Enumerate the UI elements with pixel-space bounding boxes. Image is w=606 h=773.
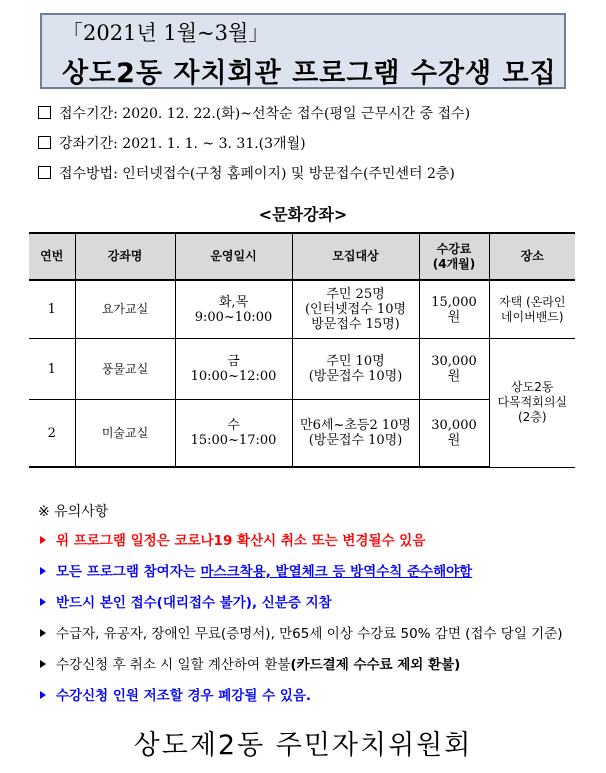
list-item xyxy=(38,654,598,685)
table-row xyxy=(29,280,575,339)
info-reception-period xyxy=(38,103,470,123)
cell-target: 만6세~초등2 10명 (방문접수 10명) xyxy=(292,400,419,468)
cell-schedule: 금 10:00~12:00 xyxy=(175,339,292,400)
cell-no: 1 xyxy=(29,280,75,339)
table-header-row xyxy=(29,233,575,280)
cell-venue-room: 상도2동 다목적회의실 (2층) xyxy=(489,339,575,468)
cell-target: 주민 10명 (방문접수 10명) xyxy=(292,339,419,400)
cell-fee: 30,000 원 xyxy=(419,339,489,400)
title-box xyxy=(40,13,566,89)
table-row xyxy=(29,339,575,400)
cell-name: 미술교실 xyxy=(75,400,175,468)
info-label: 강좌기간: xyxy=(59,136,118,152)
header-fee: 수강료 (4개월) xyxy=(419,233,489,280)
notice-mask-prefix: 모든 프로그램 참여자는 xyxy=(56,564,201,580)
info-course-period xyxy=(38,133,306,153)
list-item xyxy=(38,592,598,623)
header-target: 모집대상 xyxy=(292,233,419,280)
list-item xyxy=(38,623,598,654)
arrow-bullet-icon xyxy=(40,567,46,575)
header-schedule: 운영일시 xyxy=(175,233,292,280)
checkbox-square-icon xyxy=(38,106,51,119)
header-name: 강좌명 xyxy=(75,233,175,280)
info-reception-method xyxy=(38,163,455,183)
info-label: 접수방법: xyxy=(59,166,118,182)
arrow-bullet-icon xyxy=(40,536,46,544)
notice-cancel: 수강신청 인원 저조할 경우 폐강될 수 있음. xyxy=(56,688,312,704)
info-value: 2021. 1. 1. ~ 3. 31.(3개월) xyxy=(122,136,306,152)
checkbox-square-icon xyxy=(38,136,51,149)
header-venue: 장소 xyxy=(489,233,575,280)
cell-venue-online: 자택 (온라인 네이버밴드) xyxy=(489,280,575,339)
notice-id: 반드시 본인 접수(대리접수 불가), 신분증 지참 xyxy=(56,595,332,611)
notice-discount: 수급자, 유공자, 장애인 무료(증명서), 만65세 이상 수강료 50% 감면 (접수 당일 기준) xyxy=(56,626,563,642)
list-item xyxy=(38,561,598,592)
cell-schedule: 화,목 9:00~10:00 xyxy=(175,280,292,339)
arrow-bullet-icon xyxy=(40,660,46,668)
arrow-bullet-icon xyxy=(40,598,46,606)
cell-schedule: 수 15:00~17:00 xyxy=(175,400,292,468)
list-item xyxy=(38,530,598,561)
arrow-bullet-icon xyxy=(40,629,46,637)
info-value: 2020. 12. 22.(화)~선착순 접수(평일 근무시간 중 접수) xyxy=(122,106,471,122)
notice-refund: 수강신청 후 취소 시 일할 계산하여 환불 xyxy=(56,657,291,673)
notice-heading: ※ 유의사항 xyxy=(38,504,109,520)
notice-refund-note: (카드결제 수수료 제외 환불) xyxy=(290,657,461,673)
checkbox-square-icon xyxy=(38,166,51,179)
notice-list xyxy=(38,530,598,716)
header-no: 연번 xyxy=(29,233,75,280)
organization-name: 상도제2동 주민자치위원회 xyxy=(133,730,473,761)
notice-covid: 위 프로그램 일정은 코로나19 확산시 취소 또는 변경될수 있음 xyxy=(56,533,426,549)
program-table xyxy=(29,232,575,468)
notice-mask-rule: 마스크착용, 발열체크 등 방역수칙 준수해야함 xyxy=(200,564,473,580)
section-title: <문화강좌> xyxy=(258,205,348,224)
cell-name: 풍물교실 xyxy=(75,339,175,400)
cell-target: 주민 25명 (인터넷접수 10명 방문접수 15명) xyxy=(292,280,419,339)
cell-no: 1 xyxy=(29,339,75,400)
page-title: 상도2동 자치회관 프로그램 수강생 모집 xyxy=(62,58,557,89)
cell-fee: 15,000 원 xyxy=(419,280,489,339)
title-period: 「2021년 1월~3월」 xyxy=(62,21,270,45)
cell-fee: 30,000 원 xyxy=(419,400,489,468)
cell-no: 2 xyxy=(29,400,75,468)
list-item xyxy=(38,685,598,716)
cell-name: 요가교실 xyxy=(75,280,175,339)
arrow-bullet-icon xyxy=(40,691,46,699)
info-label: 접수기간: xyxy=(59,106,118,122)
info-value: 인터넷접수(구청 홈페이지) 및 방문접수(주민센터 2층) xyxy=(122,166,455,182)
